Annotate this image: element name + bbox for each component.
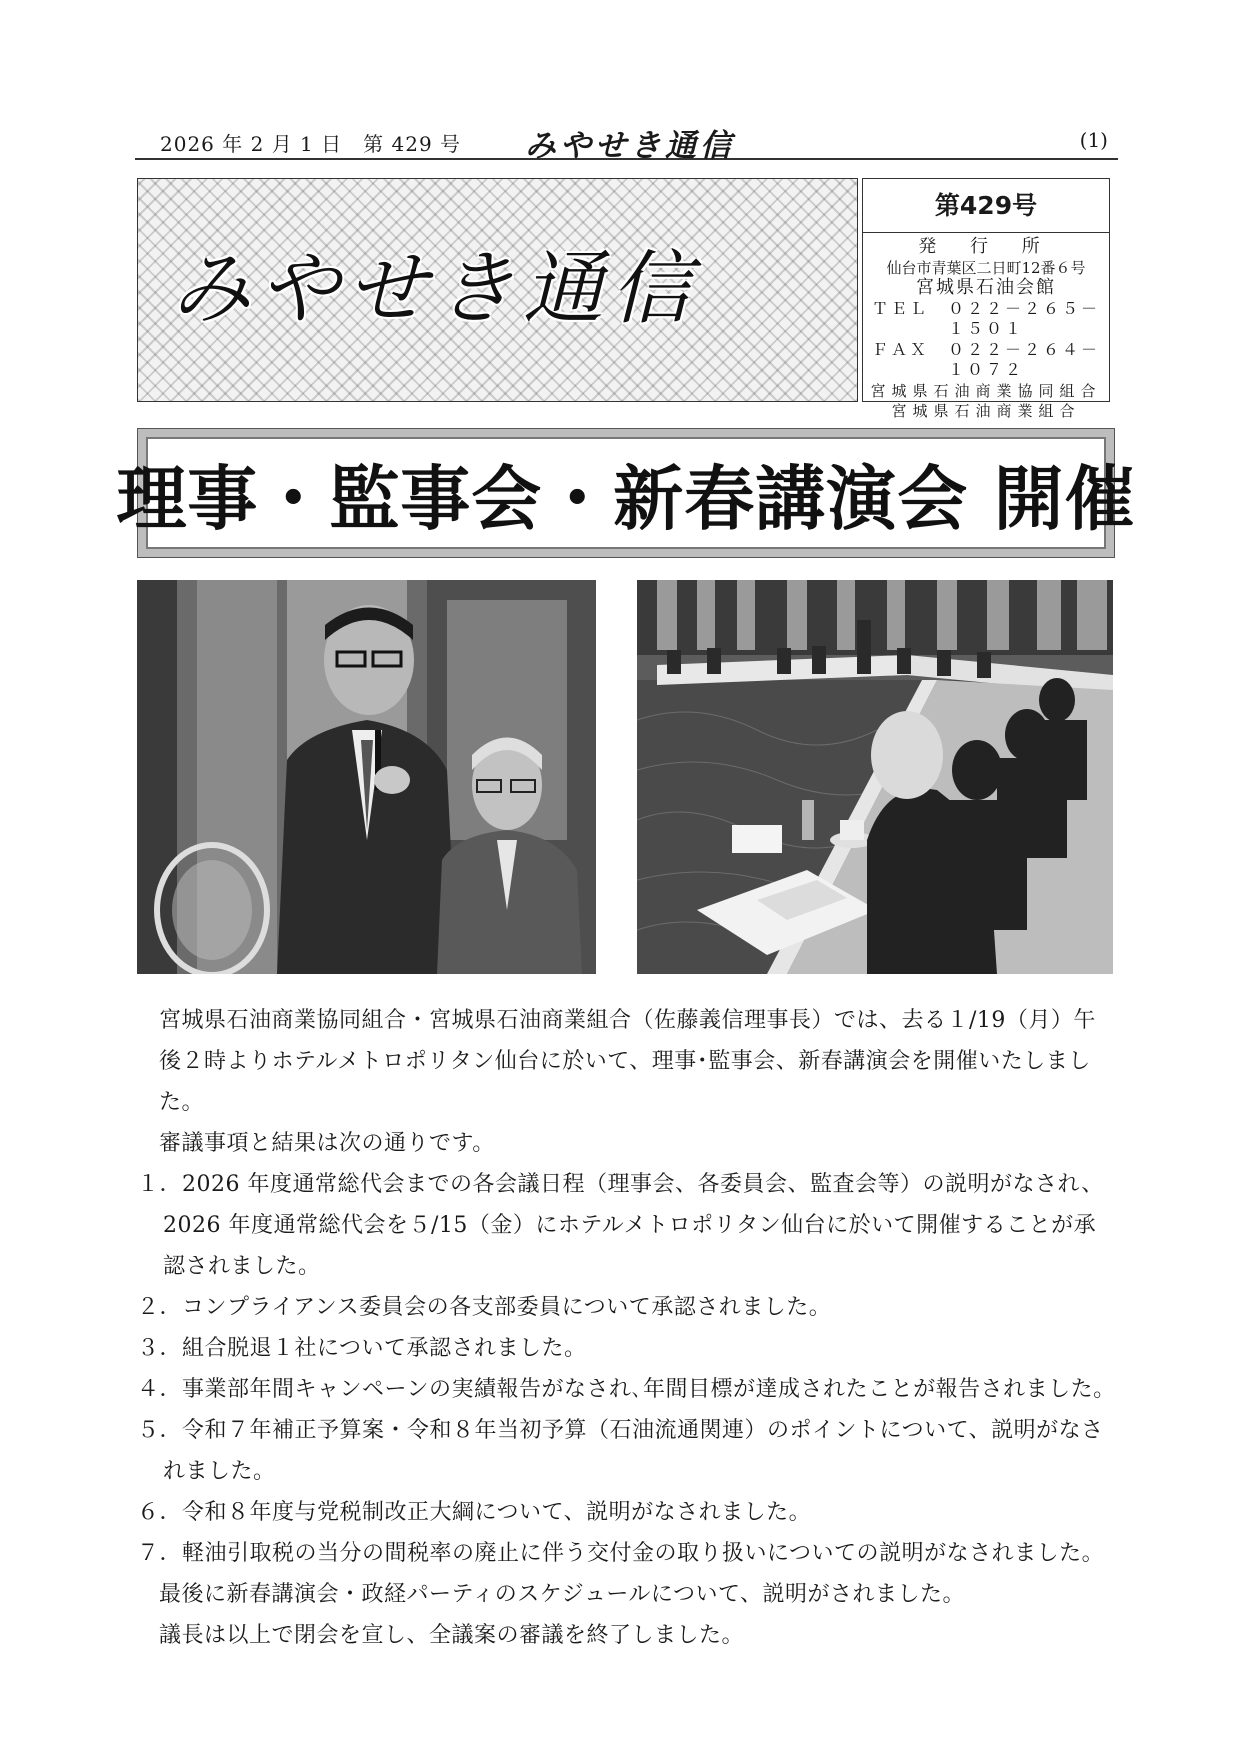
masthead-title: みやせき通信 (171, 242, 699, 335)
article-closing: 最後に新春講演会・政経パーティのスケジュールについて、説明がされました。 (159, 1582, 966, 1607)
list-item: １．2026 年度通常総代会までの各会議日程（理事会、各委員会、監査会等）の説明がなされ、2026 年度通常総代会を５/15（金）にホテルメトロポリタン仙台に於いて開催することが承認されました。 (137, 1172, 1104, 1279)
publisher-venue: 宮城県石油会館 (916, 277, 1056, 298)
header-date-issue: 2026 年 2 月 1 日 第 429 号 (160, 132, 462, 156)
publisher-fax: ＦＡＸ ０２２－２６４－１０７２ (871, 339, 1100, 379)
list-item: ２．コンプライアンス委員会の各支部委員について承認されました。 (137, 1295, 832, 1320)
photo-meeting-room (637, 580, 1113, 974)
photo-speaker (137, 580, 596, 974)
headline-banner (116, 428, 1136, 558)
issue-number: 第429号 (863, 179, 1109, 233)
photo-meeting-image (637, 580, 1113, 974)
list-item: ３．組合脱退１社について承認されました。 (137, 1336, 587, 1361)
publisher-tel: ＴＥＬ ０２２－２６５－１５０１ (871, 298, 1100, 338)
list-item: ４．事業部年間キャンペーンの実績報告がなされ､年間目標が達成されたことが報告されました。 (137, 1377, 1116, 1402)
article-intro-2: 審議事項と結果は次の通りです。 (159, 1131, 495, 1156)
article-closing-2: 議長は以上で閉会を宣し、全議案の審議を終了しました。 (159, 1623, 745, 1648)
running-header (135, 118, 1118, 164)
publisher-info (863, 233, 1109, 422)
list-item: ６．令和８年度与党税制改正大綱について、説明がなされました。 (137, 1500, 812, 1525)
article-body (137, 1000, 1117, 1656)
page-number: (1) (1079, 128, 1108, 152)
article-intro: 宮城県石油商業協同組合・宮城県石油商業組合（佐藤義信理事長）では、去る１/19（月）午後２時よりホテルメトロポリタン仙台に於いて、理事･監事会、新春講演会を開催いたしました。 (159, 1008, 1096, 1115)
publisher-org-1: 宮城県石油商業協同組合 (870, 381, 1102, 400)
publisher-org-2: 宮城県石油商業組合 (891, 402, 1081, 420)
header-title: みやせき通信 (525, 128, 735, 164)
list-item: ７．軽油引取税の当分の間税率の廃止に伴う交付金の取り扱いについての説明がなされました。 (137, 1541, 1105, 1566)
publisher-box (862, 178, 1110, 420)
headline: 理事・監事会・新春講演会 開催 (116, 457, 1136, 540)
masthead-banner (137, 178, 858, 402)
publisher-label: 発 行 所 (918, 236, 1054, 257)
headline-frame (116, 437, 1136, 549)
publisher-address: 仙台市青葉区二日町12番６号 (886, 258, 1086, 277)
list-item: ５．令和７年補正予算案・令和８年当初予算（石油流通関連）のポイントについて、説明がなされました。 (137, 1418, 1104, 1484)
photo-speaker-image (137, 580, 596, 974)
